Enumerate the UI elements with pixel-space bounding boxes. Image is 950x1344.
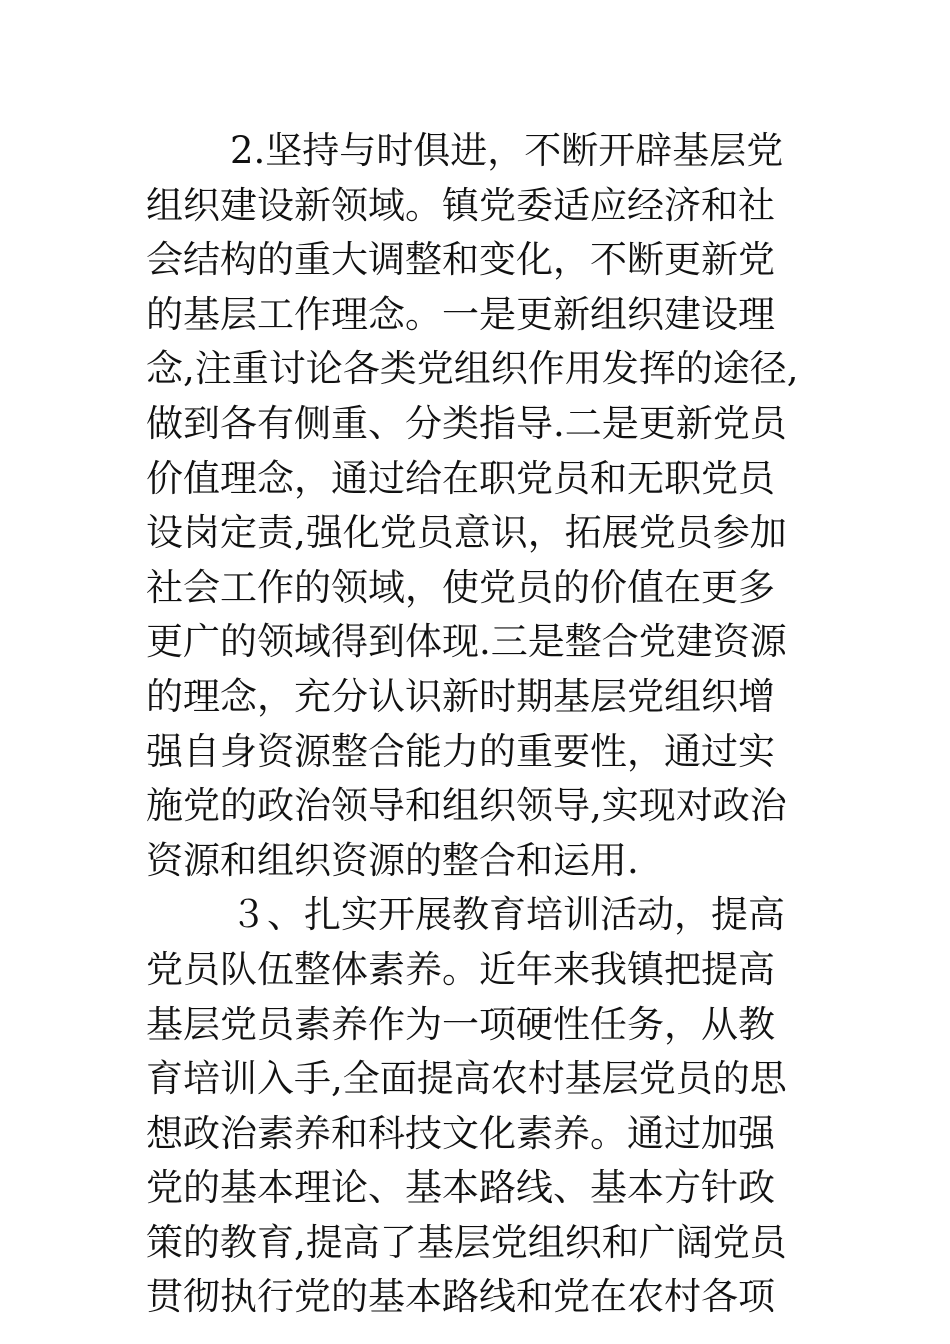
text-line: 党的基本理论、基本路线、基本方针政 <box>146 1166 775 1210</box>
text-line: 育培训入手,全面提高农村基层党员的思 <box>146 1057 787 1101</box>
text-line: 社会工作的领域，使党员的价值在更多 <box>146 565 775 609</box>
text-line: ３、扎实开展教育培训活动，提高 <box>230 893 785 937</box>
body-text <box>146 124 811 1325</box>
paragraph-3 <box>146 888 811 1325</box>
paragraph-2 <box>146 124 811 888</box>
text-line: 设岗定责,强化党员意识，拓展党员参加 <box>146 511 787 555</box>
text-line: 党员队伍整体素养。近年来我镇把提高 <box>146 947 775 991</box>
text-line: 强自身资源整合能力的重要性，通过实 <box>146 729 775 773</box>
text-line: 的基层工作理念。一是更新组织建设理 <box>146 292 775 336</box>
text-line: 会结构的重大调整和变化，不断更新党 <box>146 238 775 282</box>
text-line: 组织建设新领域。镇党委适应经济和社 <box>146 183 775 227</box>
text-line: 的理念，充分认识新时期基层党组织增 <box>146 674 775 718</box>
text-line: 2.坚持与时俱进，不断开辟基层党 <box>230 129 784 172</box>
text-line: 做到各有侧重、分类指导.二是更新党员 <box>146 401 787 445</box>
text-line: 价值理念，通过给在职党员和无职党员 <box>146 456 775 500</box>
text-line: 策的教育,提高了基层党组织和广阔党员 <box>146 1220 787 1264</box>
text-line: 基层党员素养作为一项硬性任务，从教 <box>146 1002 775 1046</box>
text-line: 资源和组织资源的整合和运用. <box>146 838 639 882</box>
text-line: 更广的领域得到体现.三是整合党建资源 <box>146 620 787 664</box>
text-line: 施党的政治领导和组织领导,实现对政治 <box>146 784 787 828</box>
text-line: 念,注重讨论各类党组织作用发挥的途径, <box>146 347 799 391</box>
text-line: 想政治素养和科技文化素养。通过加强 <box>146 1111 775 1155</box>
text-line: 贯彻执行党的基本路线和党在农村各项 <box>146 1275 775 1319</box>
